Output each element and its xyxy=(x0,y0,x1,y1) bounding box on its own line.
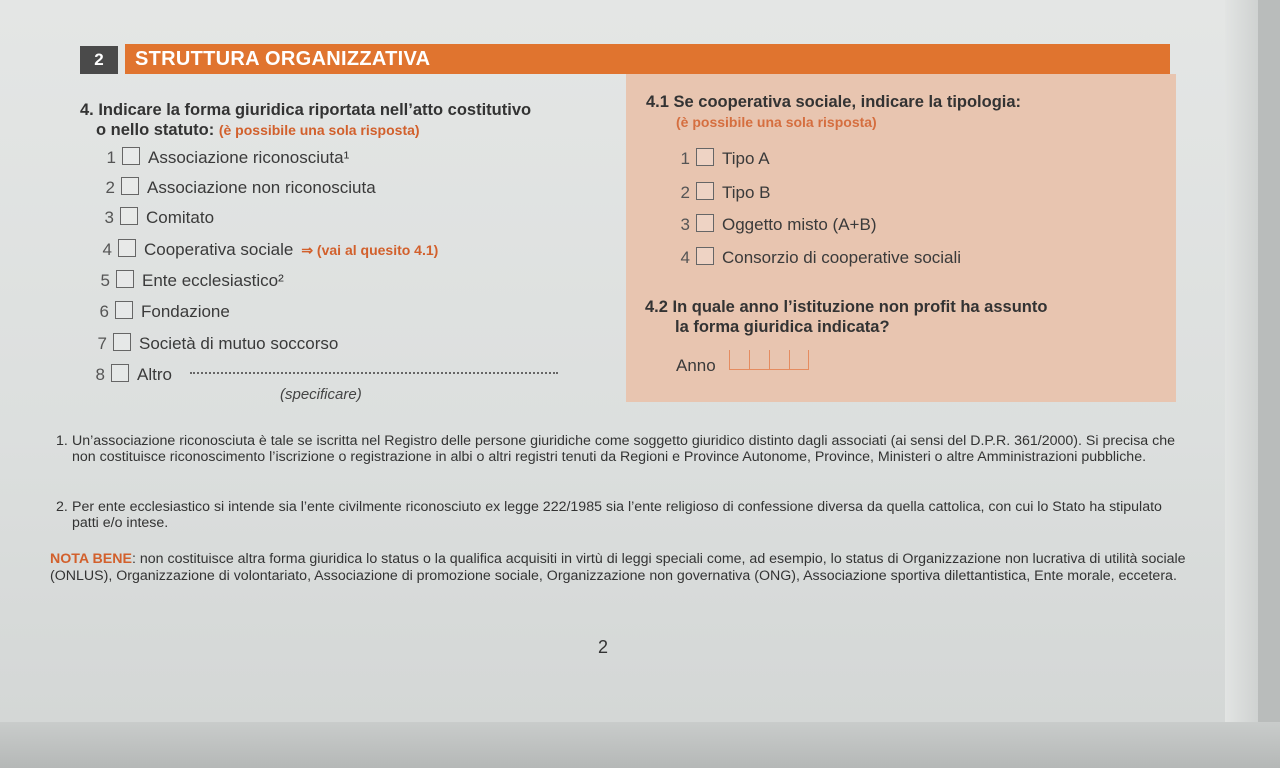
footnote-number: 2. xyxy=(56,499,68,515)
option-label: Cooperativa sociale xyxy=(144,240,294,259)
checkbox[interactable] xyxy=(120,207,138,225)
nota-bene-label: NOTA BENE xyxy=(50,551,132,567)
option-label: Comitato xyxy=(146,208,215,227)
q42-title xyxy=(645,297,1047,337)
year-label: Anno xyxy=(676,356,716,375)
option-label: Ente ecclesiastico² xyxy=(142,271,284,290)
checkbox[interactable] xyxy=(696,214,714,232)
option-number: 1 xyxy=(106,148,116,167)
year-digit-box[interactable] xyxy=(729,350,749,370)
checkbox[interactable] xyxy=(118,239,136,257)
q42-title-line2: la forma giuridica indicata? xyxy=(675,318,890,336)
checkbox[interactable] xyxy=(696,247,714,265)
option-number: 2 xyxy=(680,183,690,202)
q4-title xyxy=(80,100,531,140)
checkbox[interactable] xyxy=(113,333,131,351)
checkbox[interactable] xyxy=(111,364,129,382)
goto-note: ⇒ (vai al quesito 4.1) xyxy=(301,242,439,258)
option-number: 3 xyxy=(680,215,690,234)
footnote-text: Per ente ecclesiastico si intende sia l’ente civilmente riconosciuto ex legge 222/1985 sia l’ente religioso di confessione diversa da quella cattolica, con cui lo Stato ha stipulato patti e/o intese. xyxy=(72,499,1162,531)
option-label: Oggetto misto (A+B) xyxy=(722,215,877,234)
q4-option-1 xyxy=(100,147,349,169)
q41-title xyxy=(646,92,1021,132)
option-number: 7 xyxy=(97,334,107,353)
q4-option-3 xyxy=(98,207,214,229)
specify-line[interactable] xyxy=(190,372,558,374)
option-number: 4 xyxy=(102,240,112,259)
q41-option-2 xyxy=(674,182,771,204)
footnote-2 xyxy=(56,499,1184,531)
nota-bene-text: : non costituisce altra forma giuridica lo status o la qualifica acquisiti in virtù di leggi speciali come, ad esempio, lo status di Organizzazione non lucrativa di utilità sociale (ONLUS), Organizzazione di volontariato, Associazione di promozione sociale, Organizzazione non governativa (ONG), Associazione sportiva dilettantistica, Ente morale, eccetera. xyxy=(50,551,1186,584)
section-header xyxy=(80,44,1170,74)
option-label: Tipo A xyxy=(722,149,770,168)
checkbox[interactable] xyxy=(115,301,133,319)
option-label: Consorzio di cooperative sociali xyxy=(722,248,962,267)
option-label: Tipo B xyxy=(722,183,771,202)
q42-title-line1: 4.2 In quale anno l’istituzione non profit ha assunto xyxy=(645,298,1048,316)
checkbox[interactable] xyxy=(122,147,140,165)
option-number: 1 xyxy=(680,149,690,168)
footnote-1 xyxy=(56,433,1184,465)
q41-title-text: 4.1 Se cooperativa sociale, indicare la tipologia: xyxy=(646,93,1022,111)
year-digit-box[interactable] xyxy=(789,350,809,370)
checkbox[interactable] xyxy=(121,177,139,195)
q4-option-7 xyxy=(91,333,338,355)
option-label: Società di mutuo soccorso xyxy=(139,334,339,353)
option-label: Fondazione xyxy=(141,302,230,321)
specify-hint: (specificare) xyxy=(280,386,362,403)
q4-option-5 xyxy=(94,270,284,292)
q4-option-2 xyxy=(99,177,376,199)
year-digit-box[interactable] xyxy=(769,350,789,370)
year-digit-box[interactable] xyxy=(749,350,769,370)
q41-option-3 xyxy=(674,214,876,236)
option-number: 3 xyxy=(104,208,114,227)
q4-option-6 xyxy=(93,301,230,323)
option-label: Associazione riconosciuta¹ xyxy=(148,148,350,167)
option-number: 6 xyxy=(99,302,109,321)
option-label: Altro xyxy=(137,365,172,384)
nota-bene xyxy=(50,551,1190,585)
option-number: 4 xyxy=(680,248,690,267)
desk-surface xyxy=(0,722,1280,768)
footnote-number: 1. xyxy=(56,433,68,449)
section-number: 2 xyxy=(80,46,118,74)
q41-note: (è possibile una sola risposta) xyxy=(676,114,877,130)
year-input[interactable] xyxy=(729,350,809,370)
q41-option-1 xyxy=(674,148,770,170)
checkbox[interactable] xyxy=(696,182,714,200)
q4-note: (è possibile una sola risposta) xyxy=(218,122,420,138)
q4-option-8 xyxy=(89,364,172,386)
q4-title-line2: o nello statuto: xyxy=(96,121,215,139)
section-title: STRUTTURA ORGANIZZATIVA xyxy=(125,44,1170,74)
checkbox[interactable] xyxy=(116,270,134,288)
checkbox[interactable] xyxy=(696,148,714,166)
option-label: Associazione non riconosciuta xyxy=(147,178,376,197)
q4-title-line1: 4. Indicare la forma giuridica riportata nell’atto costitutivo xyxy=(80,101,532,119)
option-number: 2 xyxy=(105,178,115,197)
q4-option-4 xyxy=(96,239,438,261)
q41-option-4 xyxy=(674,247,961,269)
page-number: 2 xyxy=(598,637,609,657)
option-number: 8 xyxy=(95,365,105,384)
option-number: 5 xyxy=(100,271,110,290)
footnote-text: Un’associazione riconosciuta è tale se iscritta nel Registro delle persone giuridiche come soggetto giuridico distinto dagli associati (ai sensi del D.P.R. 361/2000). Si precisa che non costituisce riconoscimento l’iscrizione o registrazione in albi o altri registri tenuti da Regioni e Province Autonome, Province, Ministeri o altre Amministrazioni pubbliche. xyxy=(72,433,1176,465)
page-edge xyxy=(1225,0,1258,722)
